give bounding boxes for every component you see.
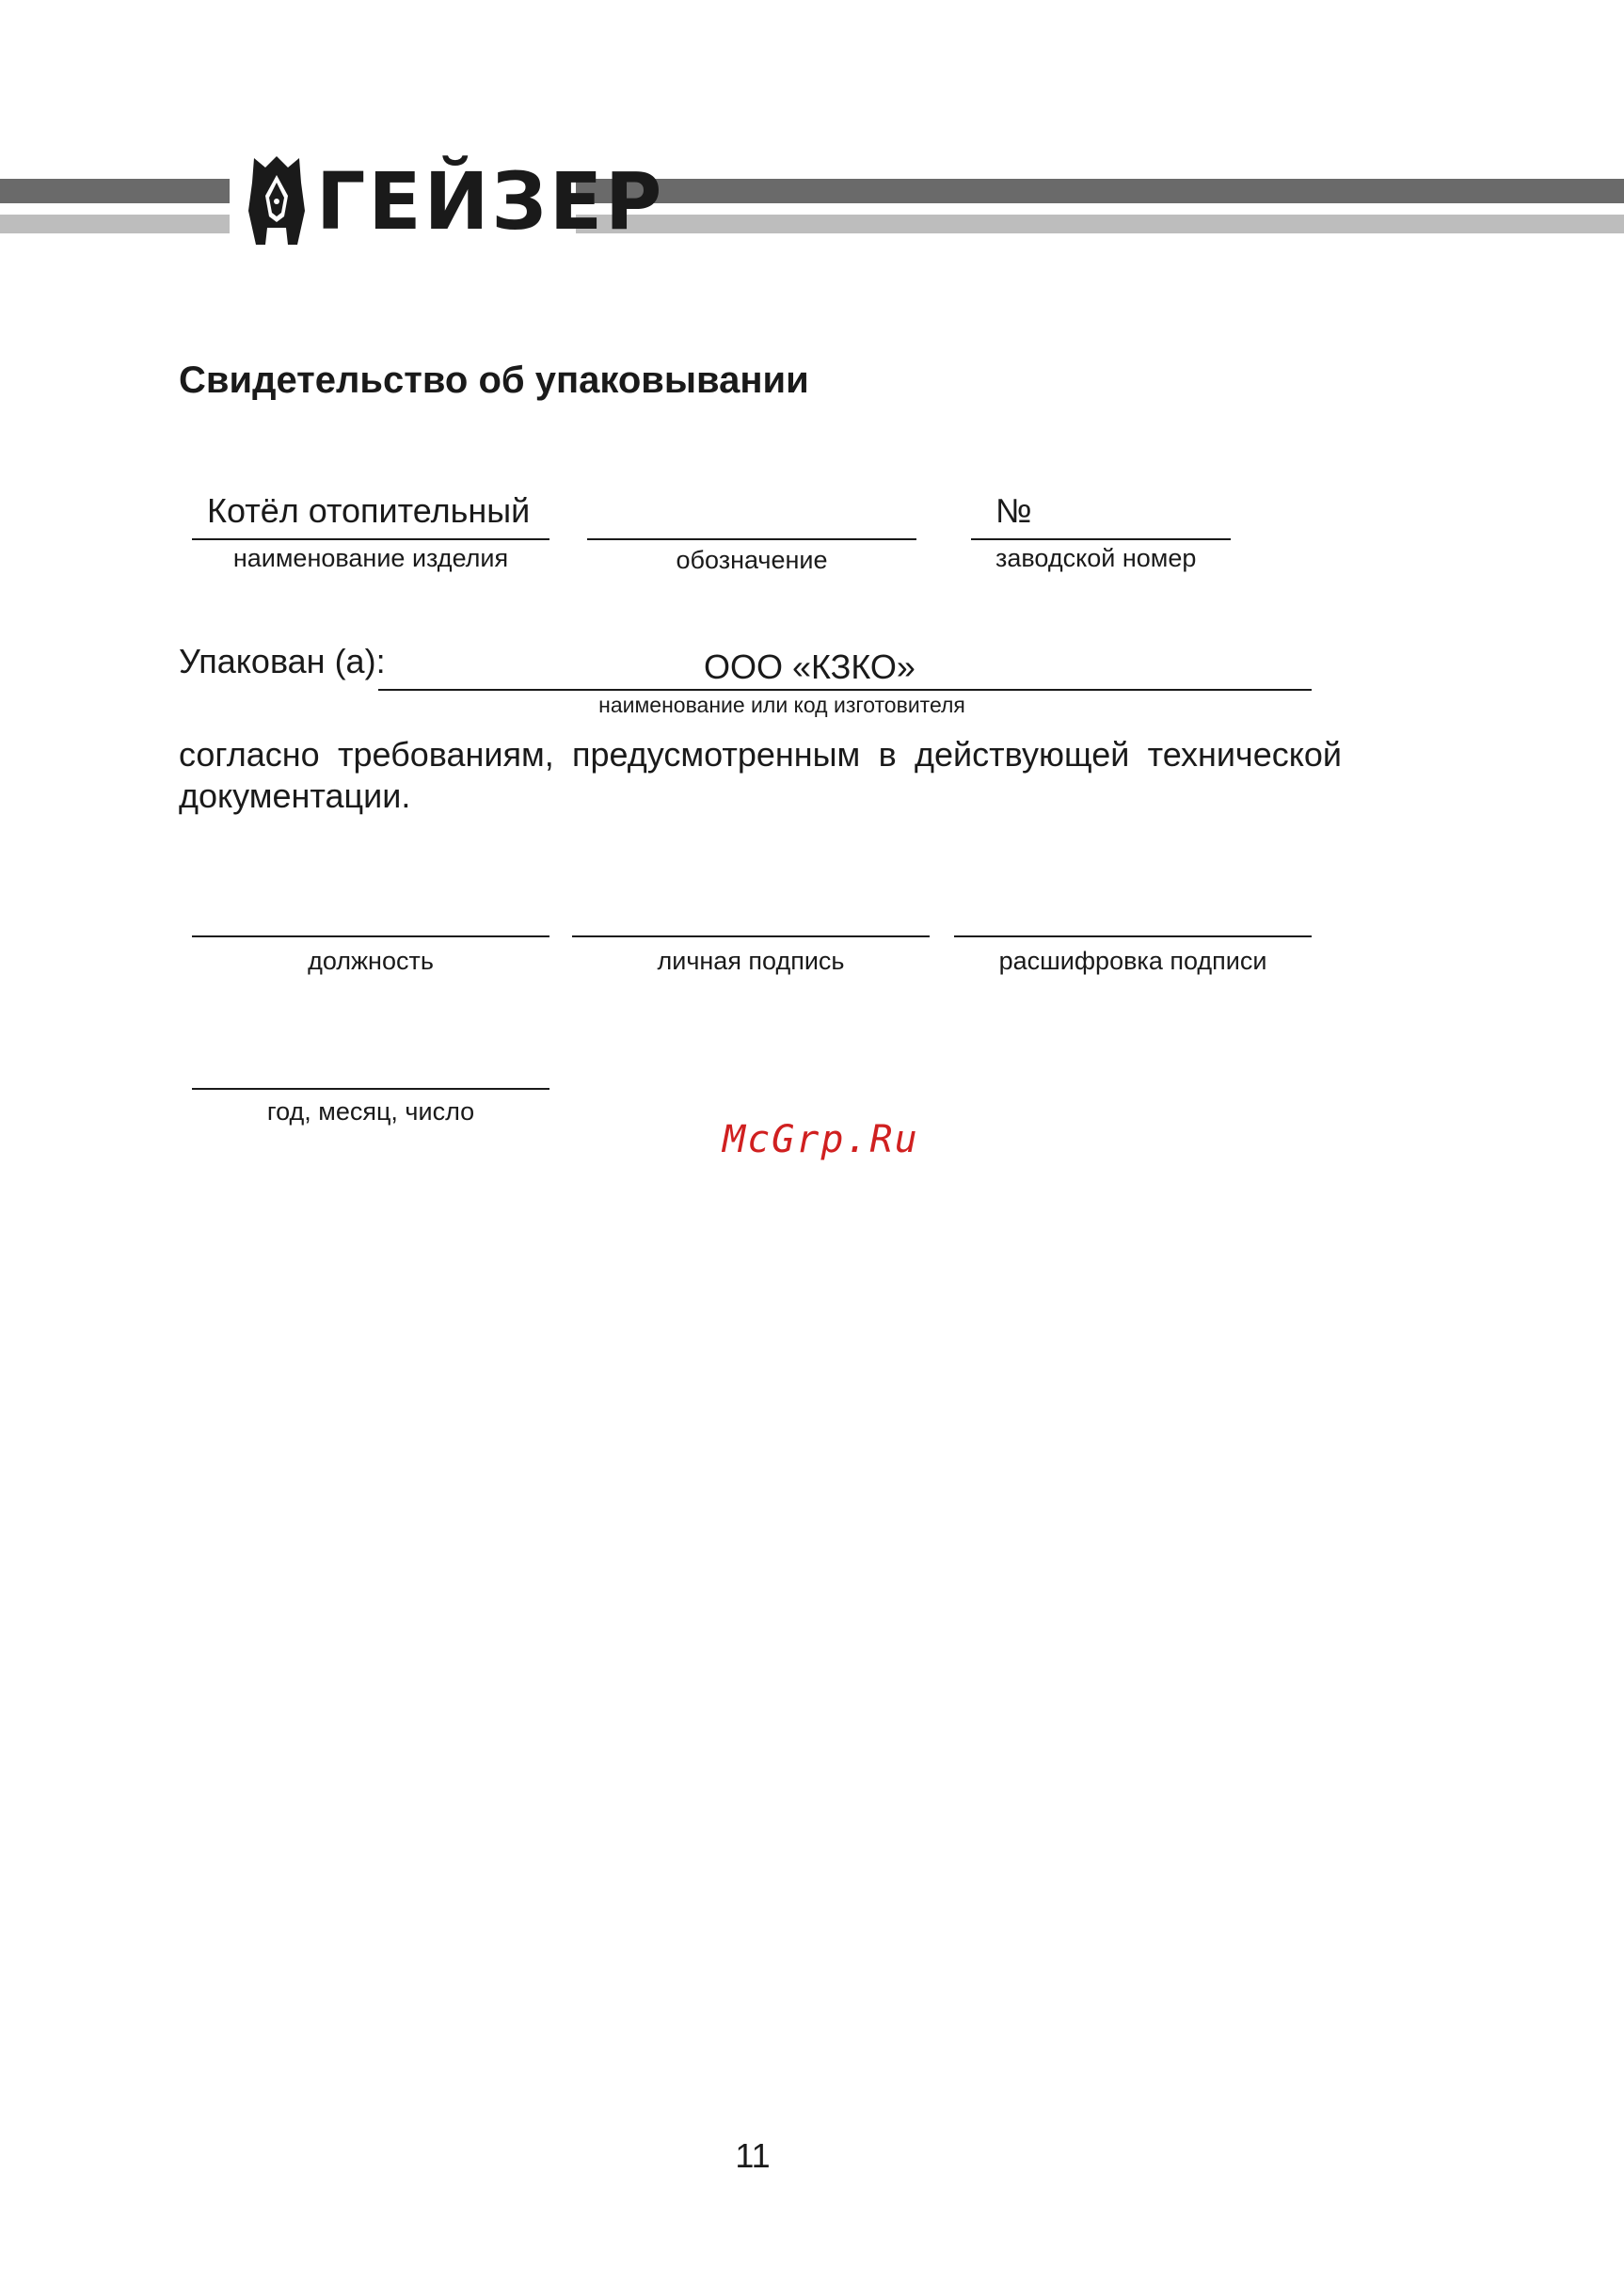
date-line: [192, 1088, 549, 1090]
page-number: 11: [735, 2136, 771, 2175]
designation-line: [587, 538, 916, 540]
page-title: Свидетельство об упаковывании: [179, 360, 809, 401]
decoding-caption: расшифровка подписи: [998, 947, 1267, 975]
header-stripe-dark-right: [576, 179, 1624, 203]
manufacturer-line: [378, 689, 1312, 691]
signature-caption: личная подпись: [657, 947, 845, 975]
decoding-line: [954, 935, 1312, 937]
signature-line: [572, 935, 930, 937]
header-stripe-light-right: [576, 215, 1624, 233]
header-stripe-light-left: [0, 215, 230, 233]
serial-number-line: [971, 538, 1231, 540]
watermark: McGrp.Ru: [723, 1118, 919, 1161]
geyser-emblem-icon: [247, 154, 307, 248]
packed-label: Упакован (а):: [179, 642, 386, 680]
compliance-text: согласно требованиям, предусмотренным в действующей технической документации.: [179, 735, 1342, 815]
header-stripe-dark-left: [0, 179, 230, 203]
date-caption: год, месяц, число: [266, 1097, 475, 1126]
position-line: [192, 935, 549, 937]
serial-number-caption: заводской номер: [995, 544, 1197, 572]
product-name-caption: наименование изделия: [232, 544, 509, 572]
designation-caption: обозначение: [676, 546, 828, 574]
position-caption: должность: [308, 947, 434, 975]
brand-wordmark: ГЕЙЗЕР: [316, 155, 665, 248]
product-name-value: Котёл отопительный: [207, 491, 531, 530]
product-name-line: [192, 538, 549, 540]
serial-number-prefix: №: [995, 491, 1032, 530]
manufacturer-caption: наименование или код изготовителя: [598, 693, 965, 717]
manufacturer-value: ООО «КЗКО»: [704, 647, 915, 686]
brand-logo: [247, 154, 307, 248]
